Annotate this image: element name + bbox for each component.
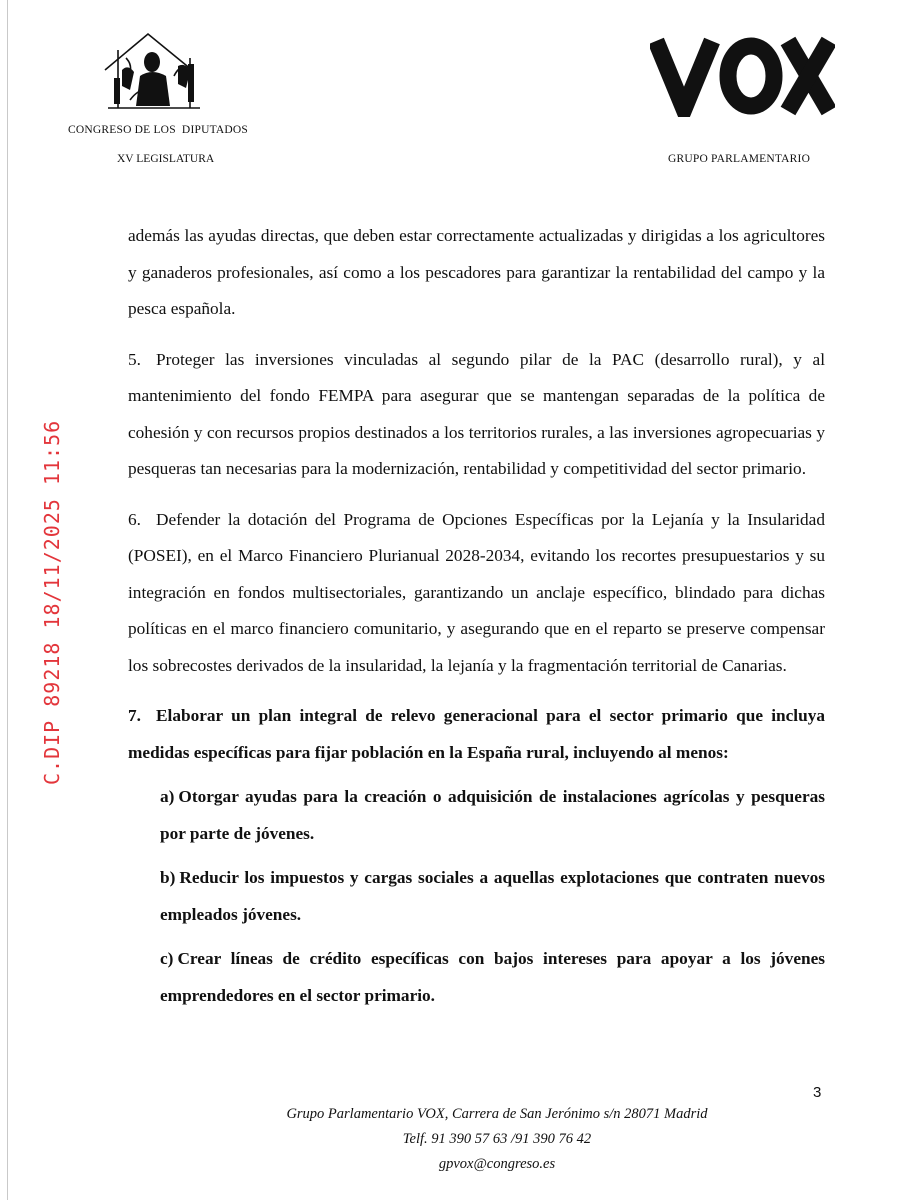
item-6 [128, 502, 825, 685]
institution-name: CONGRESO DE LOS DIPUTADOS [68, 124, 248, 136]
registration-stamp: C.DIP 89218 18/11/2025 11:56 [40, 419, 64, 785]
item-text: Elaborar un plan integral de relevo generacional para el sector primario que incluya medidas específicas para fijar población en la España rural, incluyendo al menos: [128, 706, 825, 762]
footer-phone: Telf. 91 390 57 63 /91 390 76 42 [402, 1131, 592, 1147]
parliamentary-group-label: GRUPO PARLAMENTARIO [668, 153, 811, 165]
intro-paragraph: además las ayudas directas, que deben estar correctamente actualizadas y dirigidas a los agricultores y ganaderos profesionales, así como a los pescadores para garantizar la rentabilidad del campo y la pesca española. [128, 226, 825, 318]
footer [0, 1102, 910, 1177]
item-number: 7. [128, 706, 141, 725]
subitem-a [128, 779, 825, 852]
item-text: Proteger las inversiones vinculadas al segundo pilar de la PAC (desarrollo rural), y al mantenimiento del fondo FEMPA para asegurar que se mantengan separadas de la política de cohesión y con recursos propios destinados a los territorios rurales, a las inversiones agropecuarias y pesqueras tan necesarias para la modernización, rentabilidad y competitividad del sector primario. [128, 349, 825, 478]
document-body [128, 218, 825, 1014]
footer-address: Grupo Parlamentario VOX, Carrera de San Jerónimo s/n 28071 Madrid [286, 1106, 708, 1122]
item-5 [128, 342, 825, 488]
footer-email[interactable]: gpvox@congreso.es [438, 1156, 556, 1172]
item-number: 5. [128, 349, 141, 369]
item-7 [128, 698, 825, 771]
subitem-b [128, 860, 825, 933]
scan-edge-line [7, 0, 8, 1200]
subitem-label: c) [160, 949, 174, 968]
subitem-text: Otorgar ayudas para la creación o adquisición de instalaciones agrícolas y pesqueras por parte de jóvenes. [160, 787, 825, 843]
subitem-text: Crear líneas de crédito específicas con bajos intereses para apoyar a los jóvenes emprendedores en el sector primario. [160, 949, 825, 1005]
vox-logo [650, 35, 835, 117]
subitem-label: b) [160, 868, 176, 887]
item-text: Defender la dotación del Programa de Opciones Específicas por la Lejanía y la Insularidad (POSEI), en el Marco Financiero Plurianual 2028-2034, evitando los recortes presupuestarios y su integración en fondos multisectoriales, garantizando un anclaje específico, blindado para dichas políticas en el marco financiero comunitario, y asegurando que en el reparto se preserve compensar los sobrecostes derivados de la insularidad, la lejanía y la fragmentación territorial de Canarias. [128, 509, 825, 675]
item-number: 6. [128, 509, 141, 529]
subitem-c [128, 941, 825, 1014]
page-number: 3 [813, 1084, 822, 1101]
congreso-seal-icon [100, 28, 210, 120]
subitem-text: Reducir los impuestos y cargas sociales a aquellas explotaciones que contraten nuevos empleados jóvenes. [160, 868, 825, 924]
subitem-label: a) [160, 787, 175, 806]
legislature-label: XV LEGISLATURA [117, 153, 215, 165]
